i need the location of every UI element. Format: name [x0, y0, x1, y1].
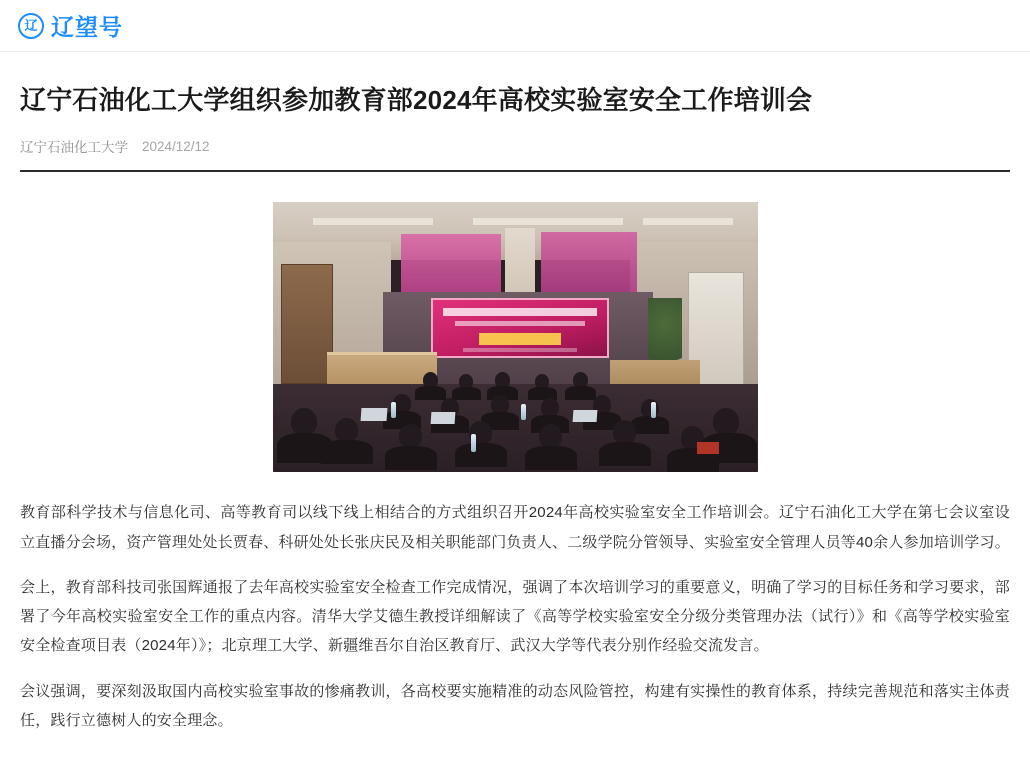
- meeting-photo: [273, 202, 758, 472]
- brand-name: 辽望号: [51, 14, 123, 40]
- divider: [20, 170, 1010, 172]
- paragraph: 会议强调，要深刻汲取国内高校实验室事故的惨痛教训，各高校要实施精准的动态风险管控，构建有实操性的教育体系，持续完善规范和落实主体责任，践行立德树人的安全理念。: [20, 682, 1010, 729]
- page-title: 辽宁石油化工大学组织参加教育部2024年高校实验室安全工作培训会: [20, 85, 813, 115]
- brand-home-link[interactable]: [18, 9, 123, 42]
- article-source: 辽宁石油化工大学: [20, 140, 128, 156]
- top-bar: [0, 0, 1030, 52]
- paragraph: 教育部科学技术与信息化司、高等教育司以线下线上相结合的方式组织召开2024年高校实验室安全工作培训会。辽宁石油化工大学在第七会议室设立直播分会场，资产管理处处长贾春、科研处处长张庆民及相关职能部门负责人、二级学院分管领导、实验室安全管理人员等40余人参加培训学习。: [20, 504, 1010, 551]
- article-date: 2024/12/12: [142, 138, 210, 154]
- paragraph: 会上，教育部科技司张国辉通报了去年高校实验室安全检查工作完成情况，强调了本次培训学习的重要意义，明确了学习的目标任务和学习要求，部署了今年高校实验室安全工作的重点内容。清华大学艾德生教授详细解读了《高等学校实验室安全分级分类管理办法（试行）》和《高等学校实验室安全检查项目表（2024年）》；北京理工大学、新疆维吾尔自治区教育厅、武汉大学等代表分别作经验交流发言。: [20, 578, 1010, 655]
- projection-screen: [431, 298, 609, 358]
- article-header: [0, 52, 1030, 472]
- byline: [20, 136, 1010, 156]
- article-figure: [20, 202, 1010, 472]
- circle-logo-icon: 辽: [18, 13, 44, 39]
- article-body: [0, 498, 1030, 763]
